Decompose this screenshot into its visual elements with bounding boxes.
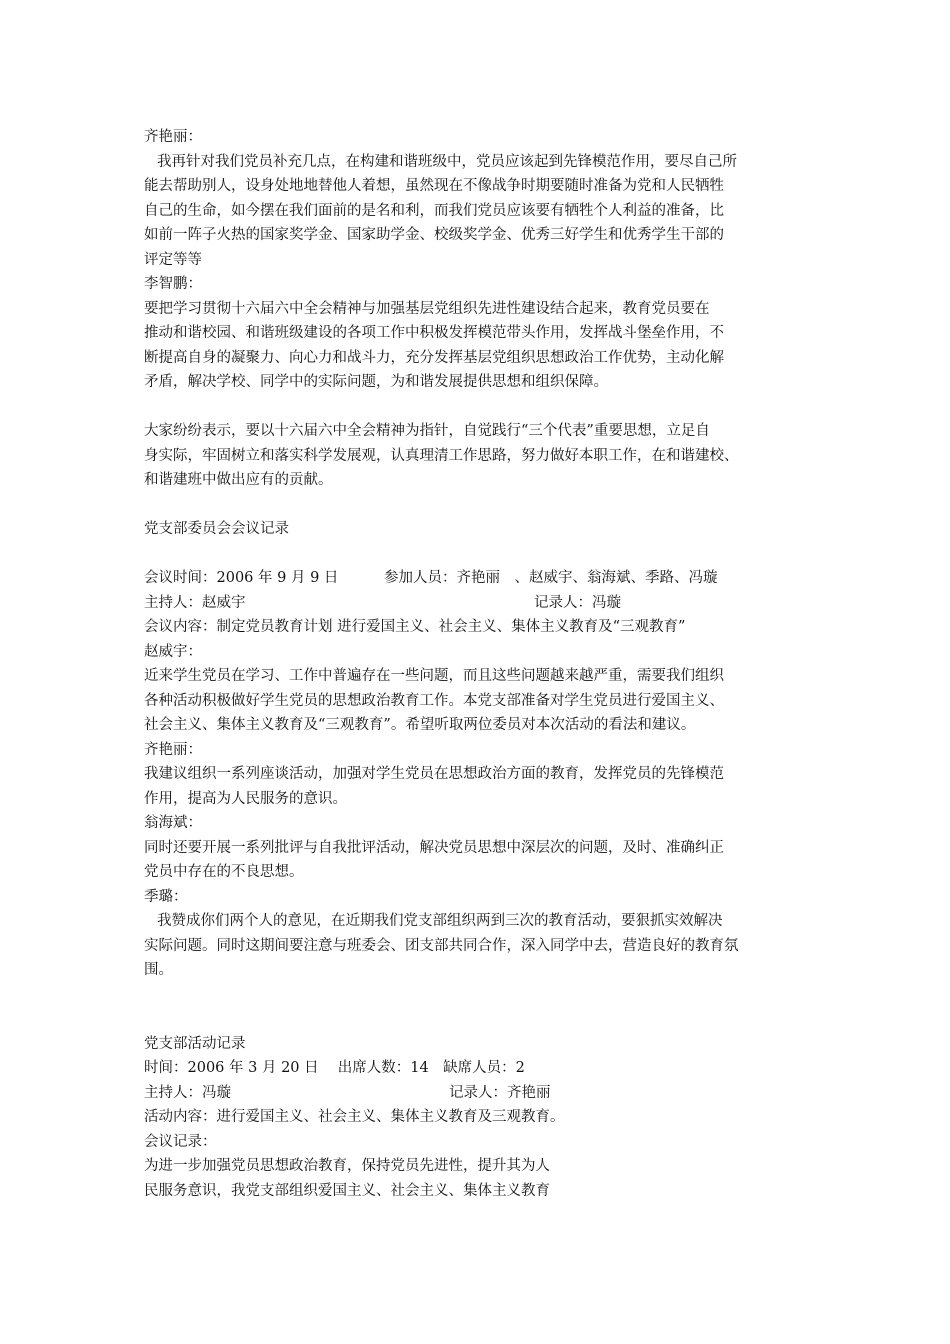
paragraph-line: 自己的生命，如今摆在我们面前的是名和利，而我们党员应该要有牺牲个人利益的准备，比 (144, 202, 724, 219)
paragraph-line: 身实际，牢固树立和落实科学发展观，认真理清工作思路，努力做好本职工作，在和谐建校、 (144, 447, 739, 464)
paragraph-line: 我再针对我们党员补充几点，在构建和谐班级中，党员应该起到先锋模范作用，要尽自己所 (157, 153, 737, 170)
speaker-name: 赵威宇： (144, 643, 202, 660)
paragraph-line: 民服务意识，我党支部组织爱国主义、社会主义、集体主义教育 (144, 1182, 550, 1199)
speaker-name: 季璐： (144, 888, 188, 905)
meeting-recorder: 记录人：冯璇 (534, 594, 621, 611)
paragraph-line: 作用，提高为人民服务的意识。 (144, 790, 347, 807)
activity-content: 活动内容：进行爱国主义、社会主义、集体主义教育及三观教育。 (144, 1109, 565, 1125)
paragraph-line: 评定等等 (144, 251, 202, 268)
speaker-name: 齐艳丽： (144, 129, 202, 145)
meeting-meta-row (144, 566, 812, 591)
paragraph-line: 为进一步加强党员思想政治教育，保持党员先进性，提升其为人 (144, 1158, 550, 1174)
paragraph-line: 如前一阵子火热的国家奖学金、国家助学金、校级奖学金、优秀三好学生和优秀学生干部的 (144, 227, 724, 243)
paragraph-line: 各种活动积极做好学生党员的思想政治教育工作。本党支部准备对学生党员进行爱国主义、 (144, 692, 724, 709)
paragraph-line: 实际问题。同时这期间要注意与班委会、团支部共同合作，深入同学中去，营造良好的教育氛 (144, 937, 739, 954)
activity-recorder: 记录人：齐艳丽 (449, 1084, 551, 1101)
paragraph-line: 矛盾，解决学校、同学中的实际问题，为和谐发展提供思想和组织保障。 (144, 374, 608, 390)
paragraph-line: 党员中存在的不良思想。 (144, 864, 304, 880)
paragraph-line: 我建议组织一系列座谈活动，加强对学生党员在思想政治方面的教育，发挥党员的先锋模范 (144, 766, 724, 782)
paragraph-line: 围。 (144, 962, 173, 978)
meeting-attendees: 参加人员：齐艳丽 、赵威宇、翁海斌、季路、冯璇 (384, 570, 718, 586)
document-page (144, 125, 812, 1203)
paragraph-line: 要把学习贯彻十六届六中全会精神与加强基层党组织先进性建设结合起来，教育党员要在 (144, 300, 710, 317)
paragraph-line: 和谐建班中做出应有的贡献。 (144, 472, 333, 488)
speaker-name: 李智鹏： (144, 276, 202, 292)
speaker-name: 翁海斌： (144, 815, 202, 831)
paragraph-line: 能去帮助别人，设身处地地替他人着想，虽然现在不像战争时期要随时准备为党和人民牺牲 (144, 178, 724, 194)
meeting-host: 主持人：赵威宇 (144, 594, 246, 611)
paragraph-line: 近来学生党员在学习、工作中普遍存在一些问题，而且这些问题越来越严重，需要我们组织 (144, 668, 724, 684)
paragraph-line: 断提高自身的凝聚力、向心力和战斗力，充分发挥基层党组织思想政治工作优势，主动化解 (144, 349, 724, 366)
paragraph-line: 大家纷纷表示，要以十六届六中全会精神为指针，自觉践行“三个代表”重要思想，立足自 (144, 423, 710, 439)
section-title: 党支部委员会会议记录 (144, 521, 289, 537)
meeting-content: 会议内容：制定党员教育计划 进行爱国主义、社会主义、集体主义教育及“三观教育” (144, 619, 686, 635)
activity-time: 时间：2006 年 3 月 20 日 出席人数：14 缺席人员：2 (144, 1060, 525, 1076)
activity-roles-row (144, 1081, 812, 1106)
section-title: 党支部活动记录 (144, 1035, 246, 1052)
activity-host: 主持人：冯璇 (144, 1084, 231, 1101)
paragraph-line: 同时还要开展一系列批评与自我批评活动，解决党员思想中深层次的问题，及时、准确纠正 (144, 839, 724, 856)
paragraph-line: 推动和谐校园、和谐班级建设的各项工作中积极发挥模范带头作用，发挥战斗堡垒作用，不 (144, 325, 724, 341)
record-label: 会议记录： (144, 1133, 217, 1150)
meeting-roles-row (144, 591, 812, 616)
paragraph-line: 我赞成你们两个人的意见，在近期我们党支部组织两到三次的教育活动，要狠抓实效解决 (157, 913, 723, 929)
speaker-name: 齐艳丽： (144, 741, 202, 758)
meeting-time: 会议时间：2006 年 9 月 9 日 (144, 570, 339, 586)
paragraph-line: 社会主义、集体主义教育及“三观教育”。希望听取两位委员对本次活动的看法和建议。 (144, 717, 696, 733)
